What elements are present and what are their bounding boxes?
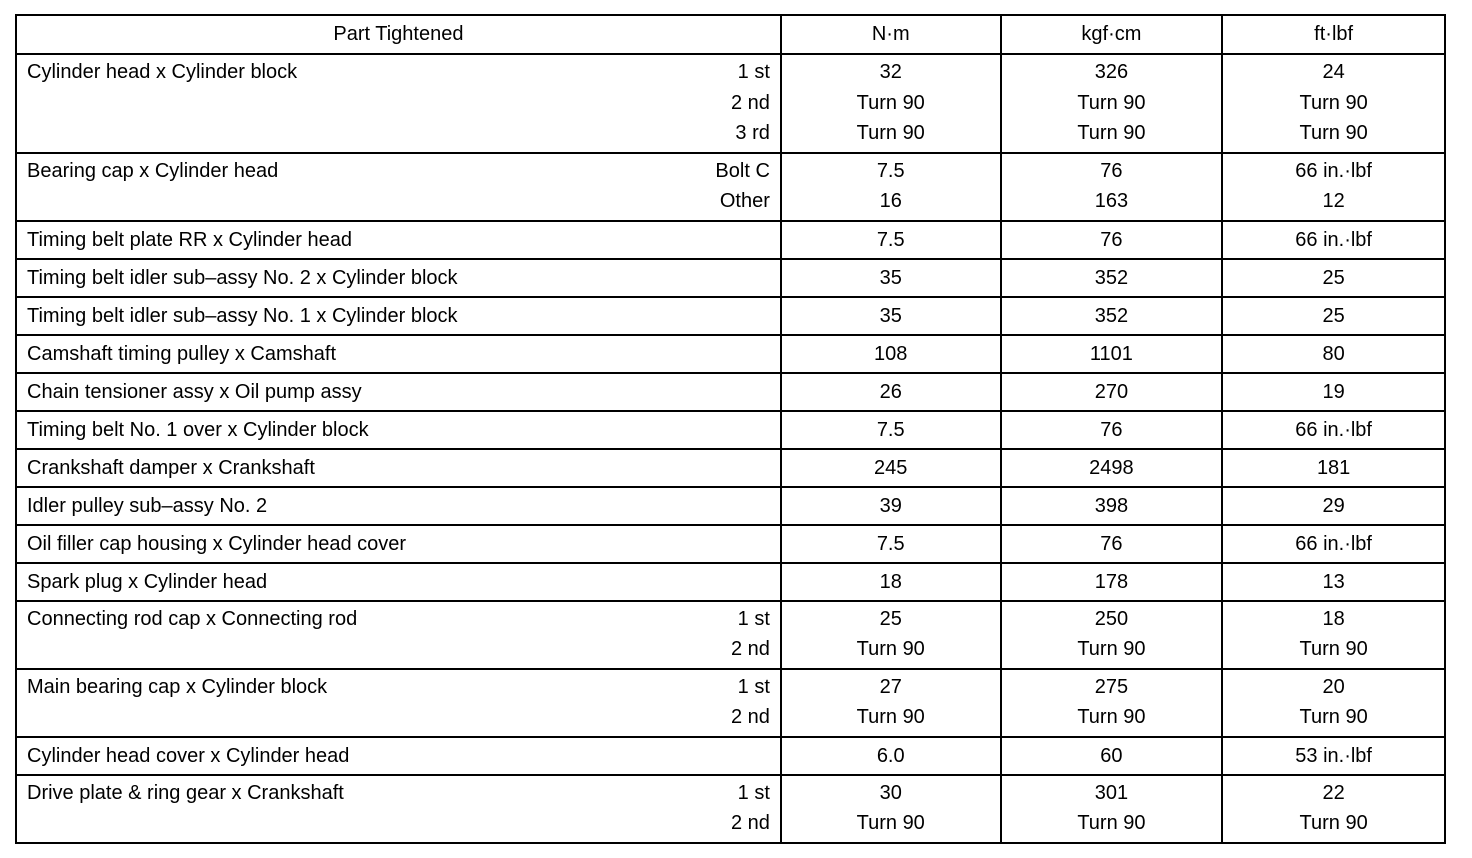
table-row [16,449,1445,487]
step-label: 1 st [737,607,770,630]
ft-value: 66 in.·lbf [1295,228,1372,251]
kgf-cell [1001,373,1223,411]
step-label: 2 nd [730,706,770,728]
nm-value: 7.5 [876,418,905,441]
step-label: 3 rd [735,122,770,144]
nm-value: 35 [879,266,902,289]
part-cell [16,153,781,221]
part-cell [16,601,781,669]
nm-value: 16 [879,190,902,212]
table-header-row [16,15,1445,54]
ft-value: 19 [1322,380,1345,403]
ft-value: 25 [1322,304,1345,327]
step-label: 1 st [737,675,770,698]
kgf-value: 76 [1100,228,1123,251]
kgf-cell [1001,335,1223,373]
kgf-value: Turn 90 [1077,91,1146,114]
kgf-value: 275 [1094,675,1129,698]
nm-value: 245 [874,456,908,479]
part-name: Oil filler cap housing x Cylinder head cover [27,532,407,555]
nm-cell [781,373,1001,411]
nm-cell [781,449,1001,487]
kgf-cell [1001,525,1223,563]
part-name: Spark plug x Cylinder head [27,570,268,593]
ft-value: 181 [1316,456,1351,479]
ft-value: Turn 90 [1299,812,1368,834]
kgf-cell [1001,221,1223,259]
part-cell [16,487,781,525]
kgf-cell [1001,737,1223,775]
kgf-value: Turn 90 [1077,812,1146,834]
part-name: Timing belt idler sub–assy No. 2 x Cylinder block [27,266,458,289]
nm-cell [781,221,1001,259]
nm-value: 32 [879,61,902,83]
table-row [16,373,1445,411]
part-name: Main bearing cap x Cylinder block [27,675,328,698]
nm-value: Turn 90 [856,812,925,834]
part-cell [16,297,781,335]
kgf-value: 250 [1094,607,1129,630]
nm-cell [781,335,1001,373]
table-row [16,669,1445,737]
kgf-value: 76 [1100,532,1123,555]
step-labels [731,778,770,839]
part-name: Timing belt No. 1 over x Cylinder block [27,418,369,441]
part-name: Chain tensioner assy x Oil pump assy [27,380,362,403]
nm-cell [781,601,1001,669]
ft-value: 20 [1322,675,1345,698]
nm-value: 39 [879,494,902,517]
nm-value: Turn 90 [856,706,925,728]
ft-cell [1222,153,1445,221]
nm-value: Turn 90 [856,122,925,144]
nm-cell [781,563,1001,601]
nm-cell [781,54,1001,153]
nm-value: 6.0 [876,744,905,767]
ft-cell [1222,221,1445,259]
ft-cell [1222,335,1445,373]
torque-specification-table [15,14,1446,844]
part-cell [16,221,781,259]
nm-value: 26 [879,380,902,403]
ft-value: 18 [1322,607,1345,630]
nm-value: 30 [879,781,902,804]
nm-cell [781,775,1001,843]
table-row [16,335,1445,373]
ft-value: 29 [1322,494,1345,517]
kgf-cell [1001,297,1223,335]
kgf-cell [1001,153,1223,221]
step-label: 2 nd [730,812,770,834]
ft-value: 66 in.·lbf [1295,418,1372,441]
table-row [16,411,1445,449]
part-name: Bearing cap x Cylinder head [27,159,279,182]
nm-value: 25 [879,607,902,630]
part-name: Connecting rod cap x Connecting rod [27,607,358,630]
table-row [16,259,1445,297]
step-label: 1 st [737,61,770,83]
kgf-value: 398 [1094,494,1129,517]
ft-cell [1222,525,1445,563]
part-cell [16,775,781,843]
ft-value: 22 [1322,781,1345,804]
ft-cell [1222,601,1445,669]
kgf-value: 326 [1094,61,1129,83]
nm-value: 7.5 [876,228,905,251]
part-cell [16,373,781,411]
ft-cell [1222,259,1445,297]
header-kgf-cm: kgf·cm [1001,15,1223,54]
nm-value: 27 [879,675,902,698]
header-ft-lbf: ft·lbf [1222,15,1445,54]
kgf-value: 1101 [1089,342,1133,365]
table-row [16,153,1445,221]
ft-cell [1222,669,1445,737]
part-name: Timing belt plate RR x Cylinder head [27,228,352,251]
ft-value: 80 [1322,342,1345,365]
ft-cell [1222,411,1445,449]
kgf-value: 178 [1094,570,1129,593]
ft-value: Turn 90 [1299,122,1368,144]
step-labels [731,672,770,733]
kgf-value: 352 [1094,304,1129,327]
ft-cell [1222,487,1445,525]
ft-cell [1222,373,1445,411]
part-name: Drive plate & ring gear x Crankshaft [27,781,344,804]
table-row [16,775,1445,843]
table-row [16,297,1445,335]
kgf-value: 76 [1100,159,1123,182]
part-name: Cylinder head cover x Cylinder head [27,744,350,767]
ft-value: Turn 90 [1299,706,1368,728]
part-cell [16,563,781,601]
step-label: 2 nd [730,91,770,114]
nm-cell [781,525,1001,563]
kgf-cell [1001,449,1223,487]
nm-cell [781,297,1001,335]
nm-cell [781,411,1001,449]
nm-value: 7.5 [876,532,905,555]
nm-value: 35 [879,304,902,327]
kgf-cell [1001,487,1223,525]
step-label: 2 nd [730,638,770,660]
kgf-cell [1001,601,1223,669]
nm-value: Turn 90 [856,91,925,114]
kgf-value: 60 [1100,744,1123,767]
ft-value: 53 in.·lbf [1295,744,1372,767]
nm-cell [781,153,1001,221]
kgf-cell [1001,775,1223,843]
part-name: Timing belt idler sub–assy No. 1 x Cylinder block [27,304,458,327]
ft-value: 24 [1322,61,1345,83]
ft-cell [1222,737,1445,775]
ft-value: Turn 90 [1299,638,1368,660]
ft-value: 13 [1322,570,1345,593]
kgf-cell [1001,54,1223,153]
part-cell [16,525,781,563]
nm-value: 7.5 [876,159,905,182]
step-labels [731,604,770,665]
nm-value: 108 [874,342,908,365]
table-row [16,221,1445,259]
kgf-value: 301 [1094,781,1129,804]
table-row [16,525,1445,563]
table-row [16,737,1445,775]
step-labels [731,57,770,149]
step-label: Other [719,190,770,212]
part-cell [16,669,781,737]
header-nm: N·m [781,15,1001,54]
part-name: Crankshaft damper x Crankshaft [27,456,315,479]
ft-cell [1222,297,1445,335]
nm-cell [781,487,1001,525]
nm-value: 18 [879,570,902,593]
kgf-value: 76 [1100,418,1123,441]
ft-value: 12 [1322,190,1345,212]
nm-value: Turn 90 [856,638,925,660]
kgf-cell [1001,669,1223,737]
table-row [16,601,1445,669]
header-part-tightened: Part Tightened [16,15,781,54]
ft-value: 66 in.·lbf [1295,159,1372,182]
ft-cell [1222,449,1445,487]
table-row [16,54,1445,153]
kgf-value: Turn 90 [1077,706,1146,728]
kgf-value: 2498 [1089,456,1134,479]
ft-value: Turn 90 [1299,91,1368,114]
ft-value: 66 in.·lbf [1295,532,1372,555]
part-cell [16,54,781,153]
ft-cell [1222,563,1445,601]
kgf-value: 352 [1094,266,1129,289]
part-name: Camshaft timing pulley x Camshaft [27,342,337,365]
step-labels [715,156,769,217]
kgf-value: 270 [1094,380,1129,403]
table-row [16,563,1445,601]
table-row [16,487,1445,525]
kgf-value: Turn 90 [1077,122,1146,144]
part-cell [16,737,781,775]
kgf-cell [1001,411,1223,449]
part-name: Idler pulley sub–assy No. 2 [27,494,268,517]
part-cell [16,411,781,449]
kgf-value: Turn 90 [1077,638,1146,660]
part-cell [16,449,781,487]
part-name: Cylinder head x Cylinder block [27,61,298,83]
part-cell [16,259,781,297]
ft-cell [1222,775,1445,843]
nm-cell [781,669,1001,737]
ft-cell [1222,54,1445,153]
ft-value: 25 [1322,266,1345,289]
nm-cell [781,259,1001,297]
part-cell [16,335,781,373]
kgf-cell [1001,259,1223,297]
kgf-value: 163 [1094,190,1129,212]
step-label: Bolt C [715,159,770,182]
step-label: 1 st [737,781,770,804]
kgf-cell [1001,563,1223,601]
nm-cell [781,737,1001,775]
